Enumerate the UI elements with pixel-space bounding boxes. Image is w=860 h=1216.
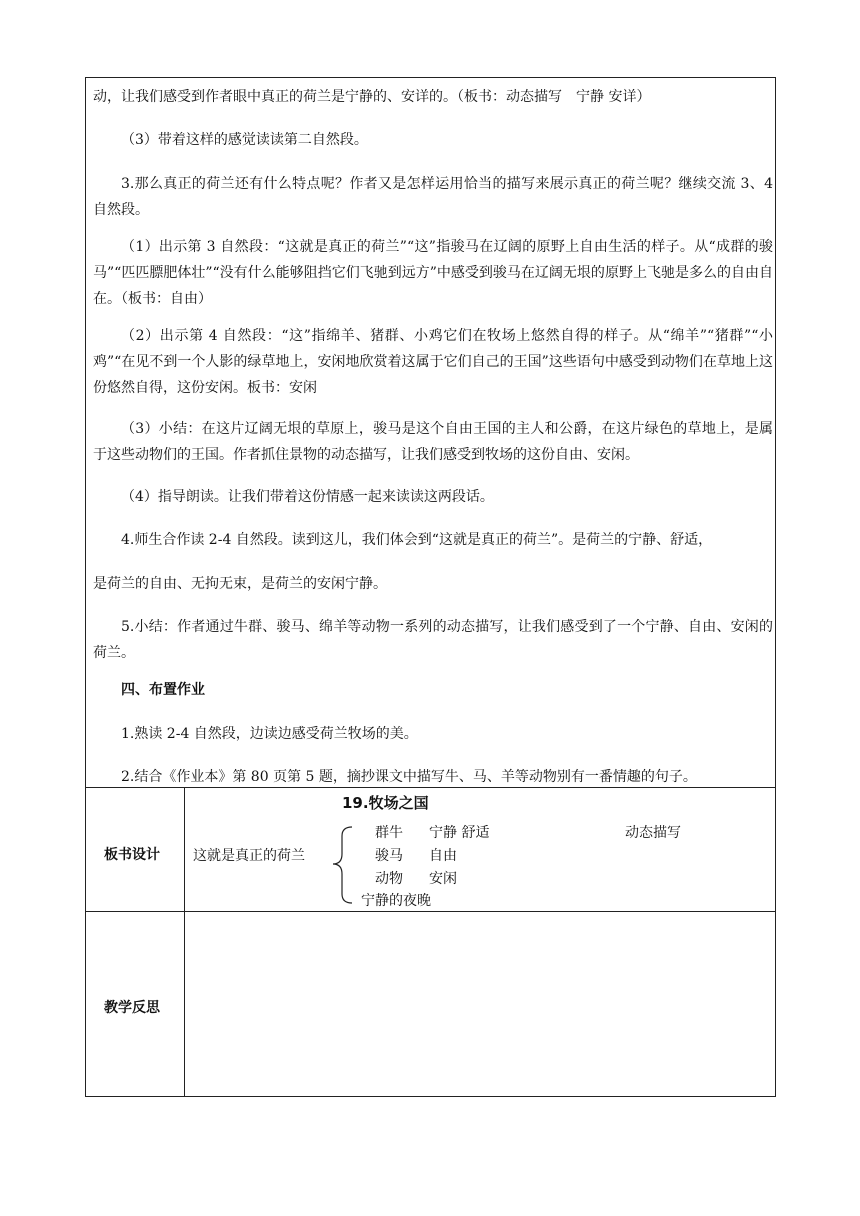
paragraph-1: 动，让我们感受到作者眼中真正的荷兰是宁静的、安详的。（板书：动态描写 宁静 安详） — [93, 89, 651, 105]
board-side-note: 动态描写 — [625, 825, 681, 841]
board-night: 宁静的夜晚 — [361, 893, 431, 909]
column-divider — [184, 787, 185, 1097]
paragraph-5: （2）出示第 4 自然段：“这”指绵羊、猪群、小鸡它们在牧场上悠然自得的样子。从“绵羊”“猪群”“小鸡”“在见不到一个人影的绿草地上，安闲地欣赏着这属于它们自己的王国”这些语句中感受到动物们在草地上这份悠然自得，这份安闲。板书：安闲 — [93, 328, 773, 396]
paragraph-3: 3.那么真正的荷兰还有什么特点呢？作者又是怎样运用恰当的描写来展示真正的荷兰呢？继续交流 3、4 自然段。 — [93, 176, 773, 218]
paragraph-7: （4）指导朗读。让我们带着这份情感一起来读读这两段话。 — [121, 489, 494, 505]
section-heading: 四、布置作业 — [121, 682, 205, 698]
board-row-2-animal: 骏马 — [375, 848, 403, 864]
reflection-label: 教学反思 — [104, 1000, 160, 1016]
paragraph-9: 5.小结：作者通过牛群、骏马、绵羊等动物一系列的动态描写，让我们感受到了一个宁静、自由、安闲的荷兰。 — [93, 619, 773, 661]
homework-2: 2.结合《作业本》第 80 页第 5 题，摘抄课文中描写牛、马、羊等动物别有一番情趣的句子。 — [121, 769, 697, 785]
board-root: 这就是真正的荷兰 — [193, 848, 305, 864]
board-row-1-animal: 群牛 — [375, 825, 403, 841]
board-row-3-animal: 动物 — [375, 871, 403, 887]
paragraph-8a: 4.师生合作读 2-4 自然段。读到这儿，我们体会到“这就是真正的荷兰”。是荷兰的宁静、舒适， — [121, 532, 713, 548]
homework-1: 1.熟读 2-4 自然段，边读边感受荷兰牧场的美。 — [121, 726, 418, 742]
board-design-label: 板书设计 — [104, 847, 160, 863]
board-title: 19.牧场之国 — [342, 794, 429, 812]
paragraph-6: （3）小结：在这片辽阔无垠的草原上，骏马是这个自由王国的主人和公爵，在这片绿色的草地上，是属于这些动物们的王国。作者抓住景物的动态描写，让我们感受到牧场的这份自由、安闲。 — [93, 421, 773, 463]
board-row-1-feel: 宁静 舒适 — [429, 825, 490, 841]
board-row-2-feel: 自由 — [429, 848, 457, 864]
paragraph-8b: 是荷兰的自由、无拘无束，是荷兰的安闲宁静。 — [93, 576, 387, 592]
brace-icon — [330, 824, 356, 906]
paragraph-2: （3）带着这样的感觉读读第二自然段。 — [121, 132, 368, 148]
paragraph-4: （1）出示第 3 自然段：“这就是真正的荷兰”“这”指骏马在辽阔的原野上自由生活的样子。从“成群的骏马”“匹匹膘肥体壮”“没有什么能够阻挡它们飞驰到远方”中感受到骏马在辽阔无垠的原野上飞驰是多么的自由自在。（板书：自由） — [93, 239, 773, 307]
row-divider-reflection — [85, 911, 776, 912]
board-row-3-feel: 安闲 — [429, 871, 457, 887]
